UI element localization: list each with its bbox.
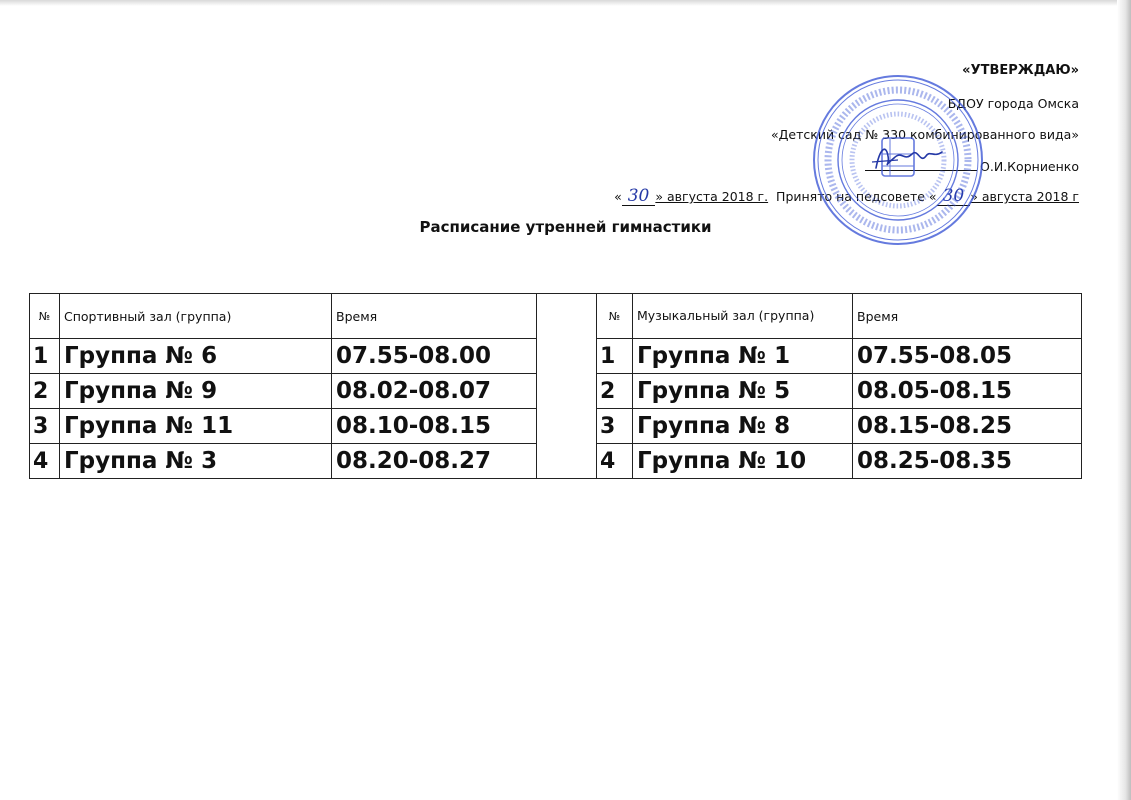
approval-date-line [614, 188, 1079, 206]
left-number: 2 [30, 374, 60, 409]
approval-heading: «УТВЕРЖДАЮ» [962, 63, 1079, 78]
left-time: 08.02-08.07 [332, 374, 537, 409]
council-month-year: » августа 2018 г [970, 189, 1079, 204]
left-time: 07.55-08.00 [332, 339, 537, 374]
left-number: 3 [30, 409, 60, 444]
right-group: Группа № 10 [633, 444, 853, 479]
right-group: Группа № 5 [633, 374, 853, 409]
left-group: Группа № 3 [60, 444, 332, 479]
header-left-group: Спортивный зал (группа) [60, 294, 332, 339]
header-right-time: Время [853, 294, 1082, 339]
signature-line [865, 160, 977, 171]
header-right-number: № [597, 294, 633, 339]
right-number: 1 [597, 339, 633, 374]
date-open-quote: « [614, 189, 622, 204]
right-number: 4 [597, 444, 633, 479]
right-number: 2 [597, 374, 633, 409]
scan-edge-right [1117, 0, 1131, 800]
approved-day: 30 [622, 188, 656, 206]
approval-org-line: БДОУ города Омска [947, 96, 1079, 111]
left-group: Группа № 11 [60, 409, 332, 444]
scan-edge-top [0, 0, 1131, 6]
left-time: 08.10-08.15 [332, 409, 537, 444]
header-left-number: № [30, 294, 60, 339]
council-day: 30 [937, 188, 971, 206]
director-name: О.И.Корниенко [980, 159, 1079, 174]
approved-month-year: » августа 2018 г. [655, 189, 769, 204]
left-number: 4 [30, 444, 60, 479]
approval-director-line [865, 160, 1079, 174]
column-spacer [537, 294, 597, 479]
right-group: Группа № 1 [633, 339, 853, 374]
schedule-table [29, 293, 1082, 479]
left-time: 08.20-08.27 [332, 444, 537, 479]
approval-org-name: «Детский сад № 330 комбинированного вида» [771, 127, 1079, 142]
council-label: Принято на педсовете « [776, 189, 937, 204]
left-number: 1 [30, 339, 60, 374]
document-title: Расписание утренней гимнастики [419, 218, 712, 236]
right-time: 08.25-08.35 [853, 444, 1082, 479]
right-time: 08.15-08.25 [853, 409, 1082, 444]
right-group: Группа № 8 [633, 409, 853, 444]
right-time: 08.05-08.15 [853, 374, 1082, 409]
left-group: Группа № 6 [60, 339, 332, 374]
header-right-group: Музыкальный зал (группа) [633, 294, 853, 339]
left-group: Группа № 9 [60, 374, 332, 409]
right-time: 07.55-08.05 [853, 339, 1082, 374]
header-left-time: Время [332, 294, 537, 339]
table-header-row [30, 294, 1082, 339]
right-number: 3 [597, 409, 633, 444]
